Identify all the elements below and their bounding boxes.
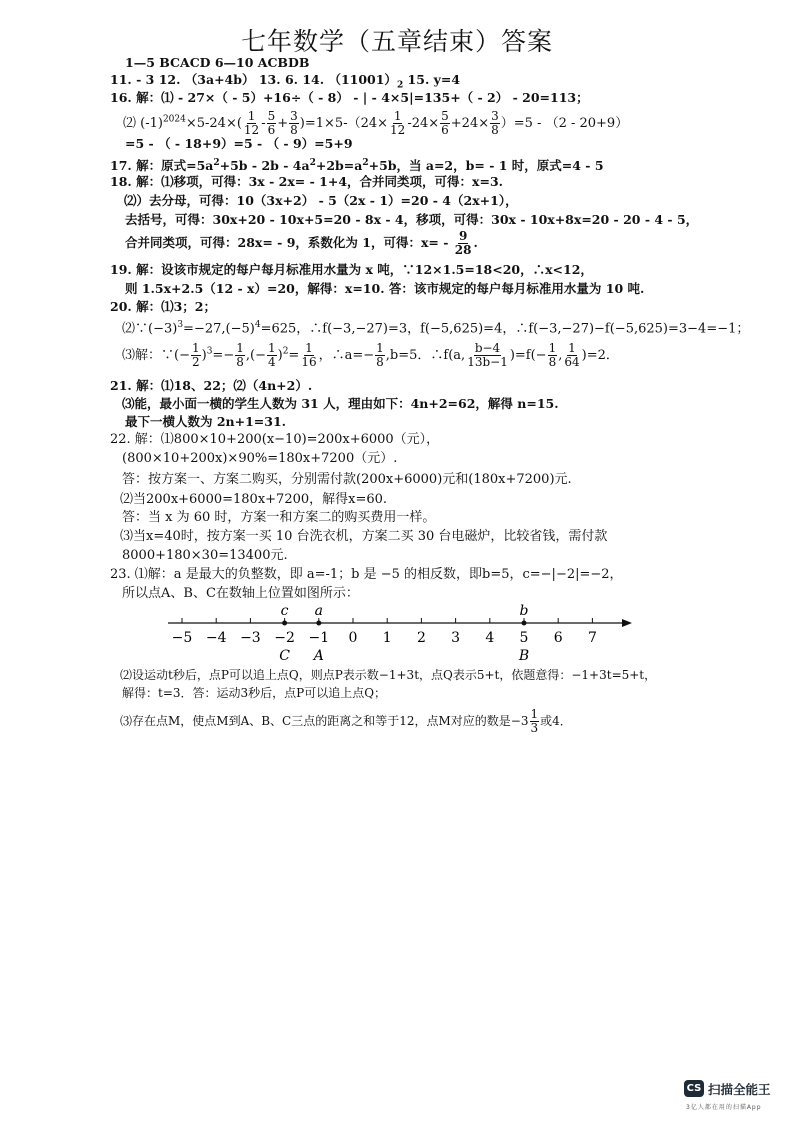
text-segment: +24× [450,116,490,131]
superscript: 2 [213,158,220,168]
superscript: 2 [309,158,316,168]
tick-label: 5 [519,630,529,646]
denominator: 6 [441,123,449,137]
text-segment: 22. 解：⑴800×10+200(x−10)=200x+6000（元）， [110,432,440,447]
fraction [440,110,450,137]
q23-part2-cont [122,685,386,701]
text-segment: ⑵）去分母，可得：10（3x+2） - 5（2x - 1）=20 - 4（2x+1）， [124,193,518,208]
q20-part3 [122,342,619,369]
fraction [289,110,299,137]
q20-part2 [122,317,749,337]
q22-part1 [110,432,439,448]
q18-part2 [124,193,518,209]
text-segment: ⑶能，最小面一横的学生人数为 31 人，理由如下：4n+2=62，解得 n=15. [122,396,559,411]
q23-part2 [120,667,656,683]
numerator: 1 [191,341,200,355]
text-segment: +5b，当 a=2，b= - 1 时，原式=4 - 5 [368,158,604,174]
text-segment: 答：按方案一、方案二购买，分别需付款(200x+6000)元和(180x+7200)元. [122,472,572,487]
point-marker [522,621,527,626]
tick-label: −3 [240,630,261,646]
numerator: 1 [548,341,557,355]
fraction [548,342,558,369]
tick-label: 6 [553,630,563,646]
text-segment: )=f(− [509,348,547,363]
number-line [160,598,640,666]
denominator: 8 [491,123,499,137]
text-segment: ) [201,348,207,363]
denominator: 28 [454,243,472,257]
text-segment: +2b=a [315,158,363,174]
numerator: 1 [393,109,402,123]
q22-part2 [120,492,387,508]
tick-label: 3 [451,630,461,646]
text-segment: =−27,(−5) [183,321,255,337]
text-segment: 最下一横人数为 2n+1=31. [125,414,287,429]
denominator: 8 [290,123,298,137]
text-segment: 17. 解：原式=5a [110,158,214,174]
numerator: 3 [491,109,499,123]
q22-part3 [120,529,607,545]
tick-label: −2 [274,630,295,646]
fraction [243,110,260,137]
tick-label: 7 [587,630,597,646]
text-segment: 1—5 BCACD 6—10 ACBDB [125,55,310,70]
point-label-upper: c [280,603,289,619]
tick-label: 4 [485,630,495,646]
q21-part3-cont [125,414,286,430]
numerator: 1 [247,109,256,123]
scanner-watermark [684,1080,792,1120]
numerator: b−4 [474,341,501,355]
denominator: 8 [236,355,244,369]
watermark-tagline: 3亿人都在用的扫描App [686,1104,762,1111]
text-segment: ⑶存在点M，使点M到A、B、C三点的距离之和等于12，点M对应的数是−3 [120,714,529,728]
text-segment: ×5-24×( [185,116,242,131]
camscanner-logo-icon: CS [684,1080,704,1097]
q16-part1 [110,90,589,106]
q22-part1-answer [122,472,572,488]
text-segment: ⑶解：∵(− [122,348,190,363]
point-marker [316,621,321,626]
text-segment: )=1×5-（24× [299,116,389,131]
numerator: 1 [267,341,276,355]
text-segment: 合并同类项，可得：28x= - 9，系数化为 1，可得：x= - [125,235,453,250]
denominator: 13b−1 [467,355,508,369]
q20-part1 [110,299,216,315]
denominator: 16 [301,355,317,369]
point-label-lower: B [518,648,530,664]
text-segment: . [473,235,478,250]
q22-part1-cont [122,451,397,467]
tick-label: 1 [382,630,392,646]
tick-label: −5 [171,630,193,646]
text-segment: = [288,348,300,363]
text-segment: =− [212,348,235,363]
point-label-lower: A [313,648,324,664]
text-segment: 11. - 3 12. （3a+4b） 13. 6. 14. （11001） [110,72,397,87]
numerator: 9 [458,229,468,243]
q17 [110,155,604,174]
denominator: 12 [243,123,260,137]
text-segment: 或4． [540,714,572,728]
point-label-lower: C [279,648,290,664]
numerator: 1 [376,341,384,355]
denominator: 3 [530,721,539,735]
text-segment: (800×10+200x)×90%=180x+7200（元）. [122,451,398,466]
text-segment: 21. 解：⑴18、22；⑵（4n+2）. [110,378,313,393]
denominator: 8 [548,355,557,369]
superscript: 2 [282,346,289,357]
tick-label: −1 [308,630,330,646]
denominator: 12 [390,123,406,137]
watermark-name: 扫描全能王 [708,1082,771,1097]
axis-arrow-icon [622,619,632,627]
superscript: 4 [254,320,261,330]
text-segment: + [277,116,289,131]
denominator: 6 [267,123,276,137]
text-segment: 18. 解：⑴移项，可得：3x - 2x= - 1+4，合并同类项，可得：x=3. [110,174,504,189]
q21-part3 [122,396,559,412]
point-marker [282,621,287,626]
numerator: 1 [530,707,539,721]
text-segment: +5b - 2b - 4a [219,158,310,174]
text-segment: ⑵∵(−3) [122,321,178,337]
text-segment: =5 - （ - 18+9）=5 - （ - 9）=5+9 [125,136,353,151]
text-segment: 去括号，可得：30x+20 - 10x+5=20 - 8x - 4，移项，可得：30x - 10x+8x=20 - 20 - 4 - 5， [125,212,699,227]
text-segment: 15. y=4 [403,72,461,87]
text-segment: 所以点A、B、C在数轴上位置如图所示： [122,586,359,601]
text-segment: ,(− [245,348,266,363]
tick-label: 0 [348,630,358,646]
q21-part1-2 [110,378,312,394]
q18-part2-step3 [125,230,478,257]
text-segment: ⑶当x=40时，按方案一买 10 台洗衣机，方案二买 30 台电磁炉，比较省钱，需付款 [120,529,608,544]
q22-part3-cont [122,548,288,564]
fraction [300,342,317,369]
superscript: 2024 [162,114,186,125]
text-segment: ⑵当200x+6000=180x+7200，解得x=60. [120,492,388,507]
text-segment: ，∴a=− [318,348,375,363]
text-segment: 16. 解：⑴ - 27×（ - 5）+16÷（ - 8） - | - 4×5|=135+（ - 2） - 20=113； [110,90,589,105]
q16-part2-cont [125,136,353,152]
fraction [375,342,385,369]
fraction [563,342,580,369]
numerator: 5 [441,109,449,123]
numerator: 1 [568,341,576,355]
q19-cont [125,281,644,297]
numerator: 3 [290,109,298,123]
q19 [110,262,593,278]
fraction [267,110,277,137]
tick-label: 2 [416,630,426,646]
text-segment: 20. 解：⑴3；2； [110,299,216,314]
q16-part2 [123,110,628,137]
point-label-upper: b [519,603,529,619]
denominator: 64 [564,355,580,369]
fraction [490,110,500,137]
text-segment: ）=5 - （2 - 20+9） [500,116,629,131]
fraction [389,110,406,137]
superscript: 3 [177,320,184,330]
point-label-upper: a [314,603,323,619]
superscript: 3 [206,346,213,357]
q18-part1 [110,174,503,190]
text-segment: ⑵设运动t秒后，点P可以追上点Q，则点P表示数−1+3t，点Q表示5+t，依题意得：−1+3t=5+t， [120,668,657,682]
fraction [235,342,245,369]
text-segment: 8000+180×30=13400元. [122,548,288,563]
subscript: 2 [396,80,404,91]
numerator: 1 [236,341,244,355]
text-segment: ⑵ (-1) [123,116,163,131]
page-title: 七年数学（五章结束）答案 [240,27,553,56]
fraction [454,230,473,257]
q18-part2-step2 [125,212,698,228]
text-segment: ) [277,348,283,363]
answers-1-10 [125,55,309,71]
q23-part3 [120,708,572,735]
text-segment: 答：当 x 为 60 时，方案一和方案二的购买费用一样。 [122,510,436,525]
numerator: 5 [267,109,276,123]
numerator: 1 [305,341,313,355]
fraction [267,342,277,369]
fraction [466,342,509,369]
tick-label: −4 [205,630,227,646]
text-segment: 解得：t=3．答：运动3秒后，点P可以追上点Q； [122,686,387,700]
denominator: 2 [191,355,200,369]
denominator: 8 [376,355,384,369]
text-segment: 19. 解：设该市规定的每户每月标准用水量为 x 吨，∵12×1.5=18<20，∴x<12， [110,262,593,277]
fraction [191,342,201,369]
denominator: 4 [267,355,276,369]
text-segment: ,b=5．∴f(a, [385,348,466,363]
text-segment: )=2． [581,348,619,363]
text-segment: =625，∴f(−3,−27)=3，f(−5,625)=4，∴f(−3,−27)−f(−5,625)=3−4=−1； [260,321,750,337]
text-segment: , [558,348,563,363]
q22-part2-answer [122,510,435,526]
text-segment: - [261,116,266,131]
superscript: 2 [362,158,369,168]
text-segment: -24× [407,116,440,131]
text-segment: 23. ⑴解：a 是最大的负整数，即 a=-1；b 是 −5 的相反数，即b=5，c=−|−2|=−2， [110,567,623,582]
text-segment: 则 1.5x+2.5（12 - x）=20，解得：x=10. 答：该市规定的每户每月标准用水量为 10 吨. [125,281,645,296]
fraction [530,708,540,735]
q23-part1 [110,567,623,583]
